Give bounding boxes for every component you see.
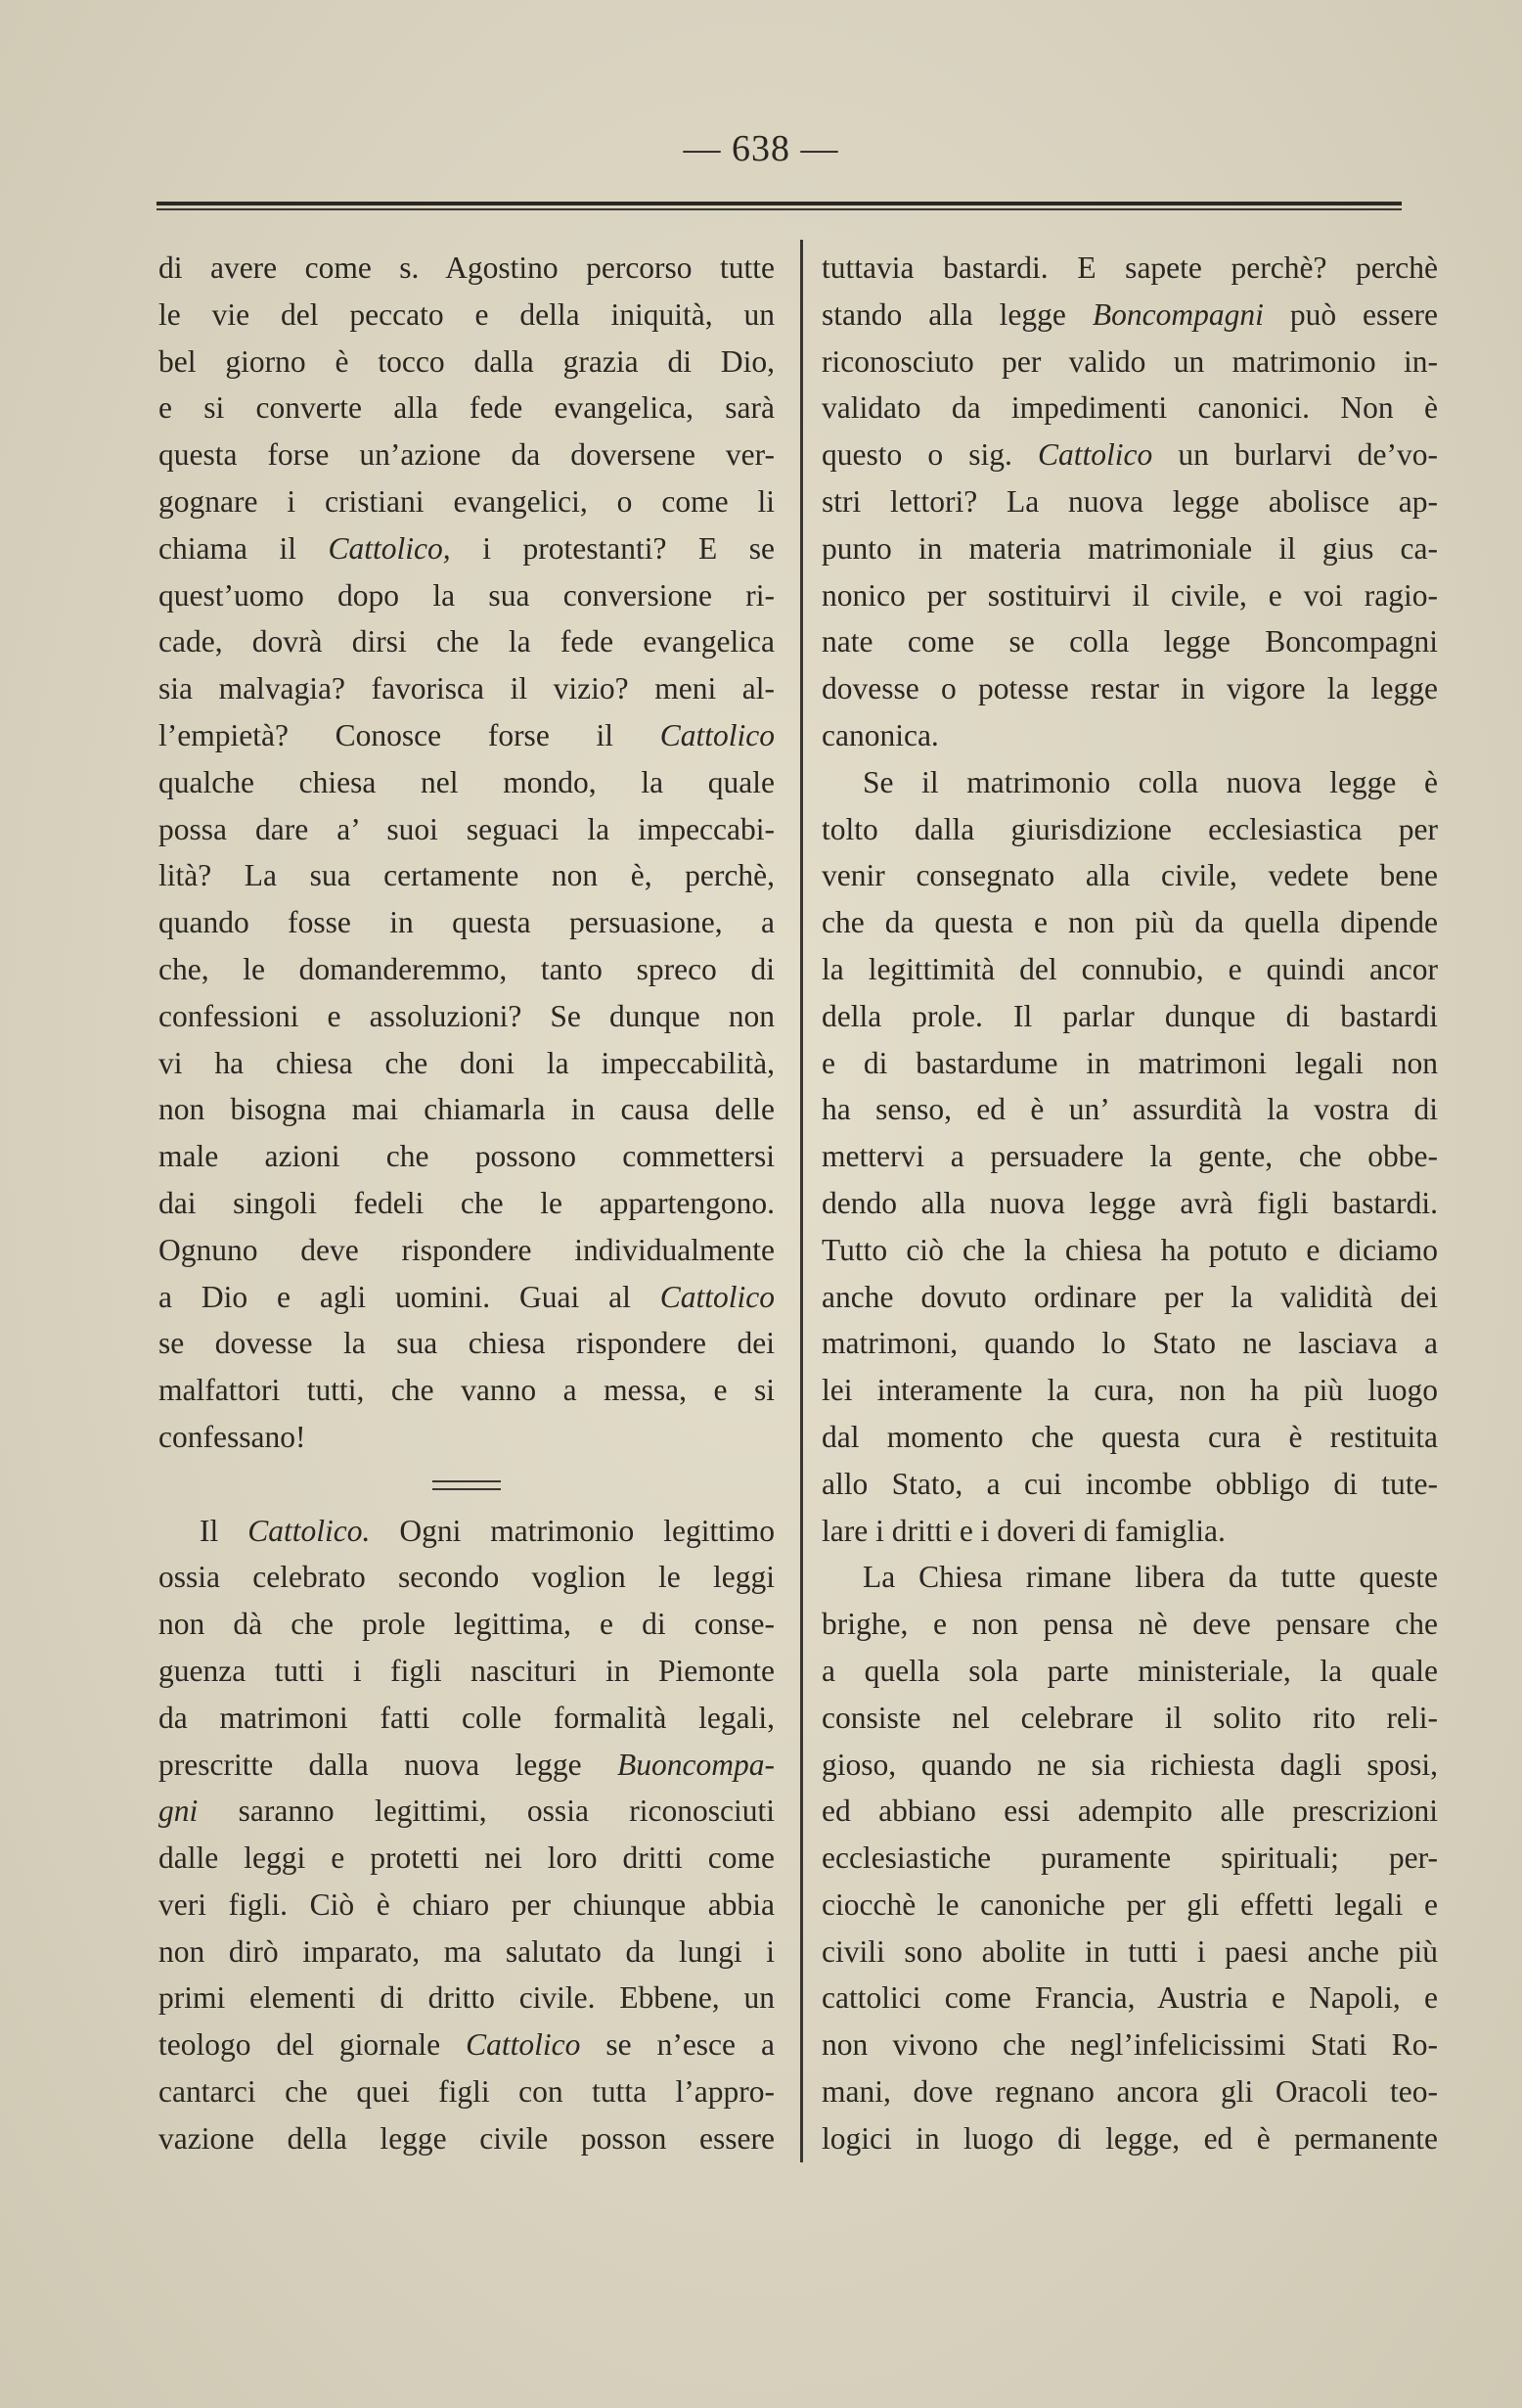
text-line: mani, dove regnano ancora gli Oracoli teo- [822,2074,1438,2110]
text-line: le vie del peccato e della iniquità, un [158,296,775,332]
text-span: questo o sig. [822,437,1038,473]
text-line: ecclesiastiche puramente spirituali; per- [822,1840,1438,1876]
text-span: può essere [1263,296,1439,332]
text-line [158,1508,775,1555]
text-line: confessioni e assoluzioni? Se dunque non [158,998,775,1033]
text-line: venir consegnato alla civile, vedete bene [822,858,1438,893]
text-line: della prole. Il parlar dunque di bastardi [822,998,1438,1033]
text-line: La Chiesa rimane libera da tutte queste [863,1560,1438,1595]
text-line: Tutto ciò che la chiesa ha potuto e diciamo [822,1232,1438,1267]
italic-text: Cattolico, [328,530,451,566]
text-line: canonica. [822,717,939,752]
text-line: anche dovuto ordinare per la validità dei [822,1279,1438,1314]
text-line [158,2022,775,2068]
text-span: se n’esce a [580,2027,775,2063]
text-line: che, le domanderemmo, tanto spreco di [158,951,775,986]
text-span: un burlarvi de’vo- [1152,437,1438,473]
text-line: mettervi a persuadere la gente, che obbe- [822,1139,1438,1174]
left-column [158,245,775,2162]
text-line [158,1274,775,1321]
text-line [822,432,1438,478]
text-line: civili sono abolite in tutti i paesi anche più [822,1933,1438,1969]
section-separator [158,1461,775,1508]
text-line: dendo alla nuova legge avrà figli bastardi. [822,1185,1438,1220]
italic-text: Cattolico. [247,1513,371,1548]
text-line: malfattori tutti, che vanno a messa, e si [158,1373,775,1408]
text-line: cade, dovrà dirsi che la fede evangelica [158,624,775,659]
text-span: teologo del giornale [158,2027,467,2063]
page-number: — 638 — [683,128,839,169]
text-line: consiste nel celebrare il solito rito reli- [822,1700,1438,1735]
text-line: non bisogna mai chiamarla in causa delle [158,1092,775,1127]
italic-text: Cattolico [1037,437,1153,473]
text-line: lare i dritti e i doveri di famiglia. [822,1513,1226,1548]
text-line: male azioni che possono commettersi [158,1139,775,1174]
text-line: cantarci che quei figli con tutta l’appro- [158,2074,775,2110]
text-line: a quella sola parte ministeriale, la quale [822,1653,1438,1688]
header-rule-thick [157,202,1402,205]
right-column [822,245,1438,2162]
text-line [158,712,775,759]
separator-mark [432,1480,501,1490]
text-line: riconosciuto per valido un matrimonio in- [822,343,1438,379]
text-line: vi ha chiesa che doni la impeccabilità, [158,1045,775,1080]
text-line: guenza tutti i figli nascituri in Piemonte [158,1653,775,1688]
text-line: non dirò imparato, ma salutato da lungi i [158,1933,775,1969]
text-line: validato da impedimenti canonici. Non è [822,390,1438,426]
text-line: nonico per sostituirvi il civile, e voi ragio- [822,577,1438,613]
text-line: che da questa e non più da quella dipende [822,905,1438,940]
italic-text: Boncompagni [1092,296,1264,332]
text-span: a Dio e agli uomini. Guai al [158,1279,660,1314]
text-span: Il [200,1513,248,1548]
text-line [158,525,775,572]
text-line: tuttavia bastardi. E sapete perchè? perchè [822,250,1438,285]
text-line: punto in materia matrimoniale il gius ca- [822,530,1438,566]
text-line: dal momento che questa cura è restituita [822,1419,1438,1454]
text-line: matrimoni, quando lo Stato ne lasciava a [822,1326,1438,1361]
text-line: lità? La sua certamente non è, perchè, [158,858,775,893]
text-line: ciocchè le canoniche per gli effetti legali e [822,1886,1438,1922]
text-line: non dà che prole legittima, e di conse- [158,1607,775,1642]
text-line: nate come se colla legge Boncompagni [822,624,1438,659]
text-line: allo Stato, a cui incombe obbligo di tute- [822,1466,1438,1501]
text-line [158,1788,775,1835]
text-line: ed abbiano essi adempito alle prescrizioni [822,1794,1438,1829]
text-line: primi elementi di dritto civile. Ebbene, un [158,1980,775,2016]
text-line: vazione della legge civile posson essere [158,2120,775,2156]
text-line: dovesse o potesse restar in vigore la legge [822,671,1438,706]
text-line: dai singoli fedeli che le appartengono. [158,1185,775,1220]
text-line: se dovesse la sua chiesa rispondere dei [158,1326,775,1361]
text-line: cattolici come Francia, Austria e Napoli, e [822,1980,1438,2016]
header-rule [157,202,1402,211]
text-span: prescritte dalla nuova legge [158,1747,618,1782]
text-line: stri lettori? La nuova legge abolisce ap- [822,483,1438,519]
italic-text: Buoncompa- [617,1747,775,1782]
column-divider [800,240,803,2162]
text-line: tolto dalla giurisdizione ecclesiastica per [822,811,1438,846]
text-span: Ogni matrimonio legittimo [370,1513,775,1548]
text-line: logici in luogo di legge, ed è permanente [822,2120,1438,2156]
text-line: brighe, e non pensa nè deve pensare che [822,1607,1438,1642]
text-line: non vivono che negl’infelicissimi Stati Ro- [822,2027,1438,2063]
italic-text: Cattolico [659,1279,775,1314]
text-line: da matrimoni fatti colle formalità legali, [158,1700,775,1735]
text-line: sia malvagia? favorisca il vizio? meni al- [158,671,775,706]
text-line: gioso, quando ne sia richiesta dagli sposi, [822,1747,1438,1782]
text-line: possa dare a’ suoi seguaci la impeccabi- [158,811,775,846]
text-line: confessano! [158,1419,306,1454]
text-line: bel giorno è tocco dalla grazia di Dio, [158,343,775,379]
text-line: Ognuno deve rispondere individualmente [158,1232,775,1267]
text-line: ossia celebrato secondo voglion le leggi [158,1560,775,1595]
text-span: chiama il [158,530,329,566]
text-line: e di bastardume in matrimoni legali non [822,1045,1438,1080]
text-line: e si converte alla fede evangelica, sarà [158,390,775,426]
text-line: questa forse un’azione da doversene ver- [158,437,775,473]
text-line: Se il matrimonio colla nuova legge è [863,764,1438,799]
text-line: quando fosse in questa persuasione, a [158,905,775,940]
header-rule-thin [157,208,1402,210]
text-line: di avere come s. Agostino percorso tutte [158,250,775,285]
text-line [158,1742,775,1789]
text-line: ha senso, ed è un’ assurdità la vostra di [822,1092,1438,1127]
italic-text: gni [158,1794,199,1829]
text-line: dalle leggi e protetti nei loro dritti come [158,1840,775,1876]
text-span: stando alla legge [822,296,1093,332]
text-line: la legittimità del connubio, e quindi ancor [822,951,1438,986]
text-line: quest’uomo dopo la sua conversione ri- [158,577,775,613]
text-line: gognare i cristiani evangelici, o come li [158,483,775,519]
text-span: l’empietà? Conosce forse il [158,717,660,752]
text-line [822,292,1438,339]
text-line: lei interamente la cura, non ha più luogo [822,1373,1438,1408]
text-span: i protestanti? E se [450,530,775,566]
text-span: saranno legittimi, ossia riconosciuti [198,1794,775,1829]
text-line: veri figli. Ciò è chiaro per chiunque abbia [158,1886,775,1922]
italic-text: Cattolico [466,2027,581,2063]
italic-text: Cattolico [659,717,775,752]
text-line: qualche chiesa nel mondo, la quale [158,764,775,799]
